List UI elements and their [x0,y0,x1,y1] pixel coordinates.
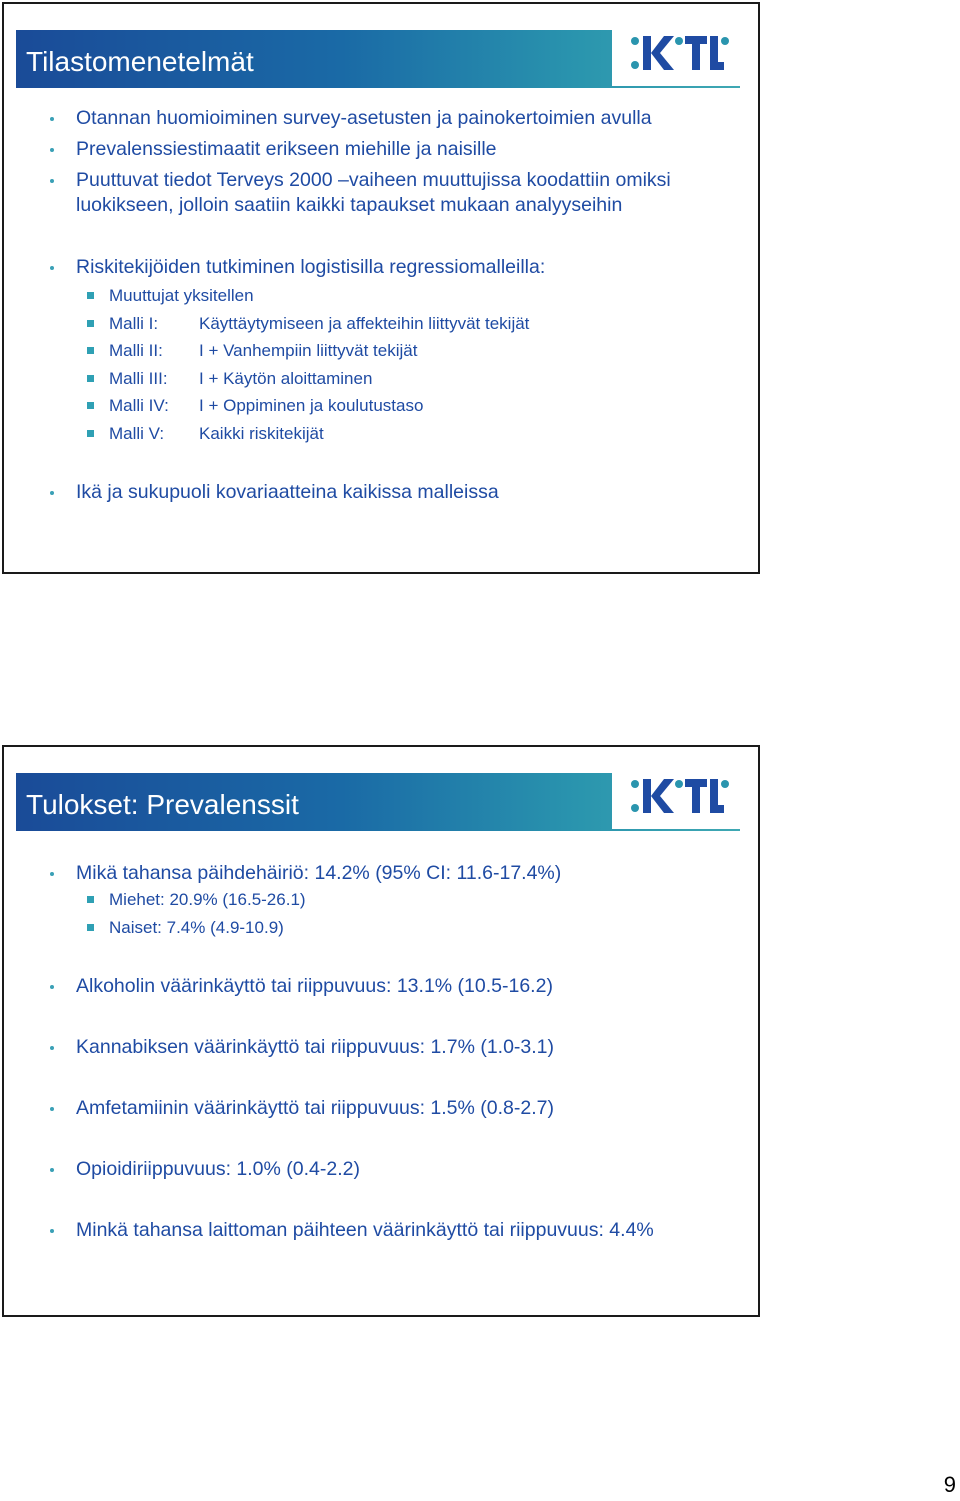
bullet-survey: Otannan huomioiminen survey-asetusten ja painokertoimien avulla [4,106,758,131]
model-desc: I + Oppiminen ja koulutustaso [199,396,424,415]
model-label: Malli IV: [109,396,169,415]
ktl-logo-icon [630,775,730,819]
sub-bullet-model-3 [4,365,758,393]
bullet-list [4,861,758,886]
bullet-list [4,106,758,280]
slide-title: Tilastomenetelmät [26,46,254,77]
model-list [4,282,758,447]
model-label: Malli III: [109,368,168,388]
model-label: Malli II: [109,341,163,360]
title-bar [16,30,740,88]
ktl-logo [612,30,740,86]
model-desc: I + Käytön aloittaminen [199,368,373,388]
slide-methods [2,2,760,574]
sub-bullet-individual: Muuttujat yksitellen [4,282,758,310]
slide-results [2,745,760,1317]
title-bar [16,773,740,831]
sub-bullet-women: Naiset: 7.4% (4.9-10.9) [4,914,758,942]
model-label: Malli I: [109,313,159,333]
bullet-prevalence: Prevalenssiestimaatit erikseen miehille ja naisille [4,137,758,162]
model-desc: Kaikki riskitekijät [199,423,324,443]
slide-content [4,843,758,1315]
bullet-opioid: Opioidiriippuvuus: 1.0% (0.4-2.2) [4,1157,758,1182]
slide-title: Tulokset: Prevalenssit [26,789,299,820]
bullet-alcohol: Alkoholin väärinkäyttö tai riippuvuus: 13.1% (10.5-16.2) [4,974,758,999]
slide-content [4,100,758,572]
bullet-risk-factors: Riskitekijöiden tutkiminen logistisilla regressiomalleilla: [4,255,758,280]
sub-bullet-model-1 [4,310,758,338]
bullet-any-disorder: Mikä tahansa päihdehäiriö: 14.2% (95% CI: 11.6-17.4%) [4,861,758,886]
sub-bullet-model-2 [4,337,758,365]
bullet-amphetamine: Amfetamiinin väärinkäyttö tai riippuvuus: 1.5% (0.8-2.7) [4,1096,758,1121]
page-number: 9 [943,1472,956,1497]
ktl-logo [612,773,740,829]
bullet-missing-data: Puuttuvat tiedot Terveys 2000 –vaiheen muuttujissa koodattiin omiksi luokikseen, jolloin saatiin kaikki tapaukset mukaan analyyseihin [4,168,716,218]
bullet-cannabis: Kannabiksen väärinkäyttö tai riippuvuus: 1.7% (1.0-3.1) [4,1035,758,1060]
model-desc: Käyttäytymiseen ja affekteihin liittyvät tekijät [199,313,530,333]
ktl-logo-icon [630,32,730,76]
sub-bullet-men: Miehet: 20.9% (16.5-26.1) [4,886,758,914]
bullet-list-end [4,480,758,505]
model-desc: I + Vanhempiin liittyvät tekijät [199,341,418,360]
bullet-illicit-any: Minkä tahansa laittoman päihteen väärinkäyttö tai riippuvuus: 4.4% [4,1218,758,1243]
bullet-covariates: Ikä ja sukupuoli kovariaatteina kaikissa malleissa [4,480,758,505]
sub-bullet-list [4,886,758,941]
bullet-list-2 [4,974,758,1243]
sub-bullet-model-5 [4,420,758,448]
model-label: Malli V: [109,423,165,443]
sub-bullet-model-4 [4,392,758,420]
